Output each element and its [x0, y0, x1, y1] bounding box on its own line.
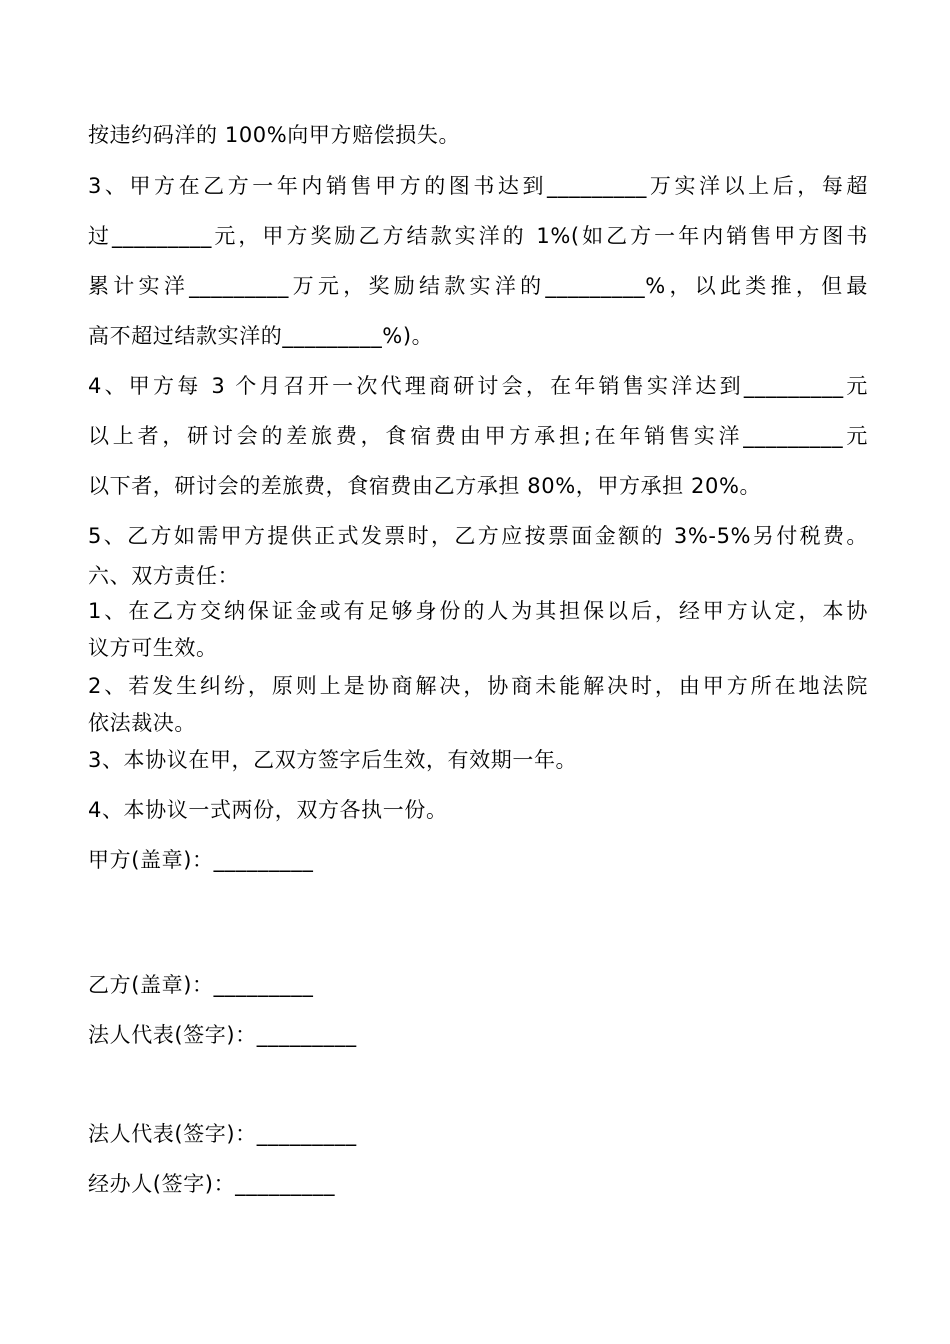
signature-line-handler: 经办人(签字)：_________ — [88, 1172, 336, 1196]
clause-text-line: 过_________元，甲方奖励乙方结款实洋的 1%(如乙方一年内销售甲方图书 — [88, 224, 868, 248]
signature-line-legal-rep: 法人代表(签字)：_________ — [88, 1122, 357, 1146]
clause-text-line: 以下者，研讨会的差旅费，食宿费由乙方承担 80%，甲方承担 20%。 — [88, 474, 762, 498]
clause-text-line: 1、在乙方交纳保证金或有足够身份的人为其担保以后，经甲方认定，本协 — [88, 599, 868, 623]
clause-text-line: 高不超过结款实洋的_________%)。 — [88, 324, 434, 348]
clause-text-line: 4、甲方每 3 个月召开一次代理商研讨会，在年销售实洋达到_________元 — [88, 374, 868, 398]
clause-text-line: 4、本协议一式两份，双方各执一份。 — [88, 798, 448, 822]
clause-text-line: 3、本协议在甲，乙双方签字后生效，有效期一年。 — [88, 748, 578, 772]
clause-text-line: 依法裁决。 — [88, 711, 196, 735]
clause-text-line: 以上者，研讨会的差旅费，食宿费由甲方承担;在年销售实洋_________元 — [88, 424, 868, 448]
clause-text-line: 议方可生效。 — [88, 636, 218, 660]
clause-text-line: 2、若发生纠纷，原则上是协商解决，协商未能解决时，由甲方所在地法院 — [88, 674, 868, 698]
signature-line-party-b: 乙方(盖章)：_________ — [88, 973, 314, 997]
clause-text-line: 累计实洋_________万元，奖励结款实洋的_________%，以此类推，但最 — [88, 274, 868, 298]
signature-line-legal-rep: 法人代表(签字)：_________ — [88, 1023, 357, 1047]
signature-line-party-a: 甲方(盖章)：_________ — [88, 848, 314, 872]
clause-text-line: 按违约码洋的 100%向甲方赔偿损失。 — [88, 123, 461, 147]
clause-text-line: 5、乙方如需甲方提供正式发票时，乙方应按票面金额的 3%-5%另付税费。 — [88, 524, 868, 548]
section-heading: 六、双方责任： — [88, 564, 240, 588]
clause-text-line: 3、甲方在乙方一年内销售甲方的图书达到_________万实洋以上后，每超 — [88, 174, 868, 198]
